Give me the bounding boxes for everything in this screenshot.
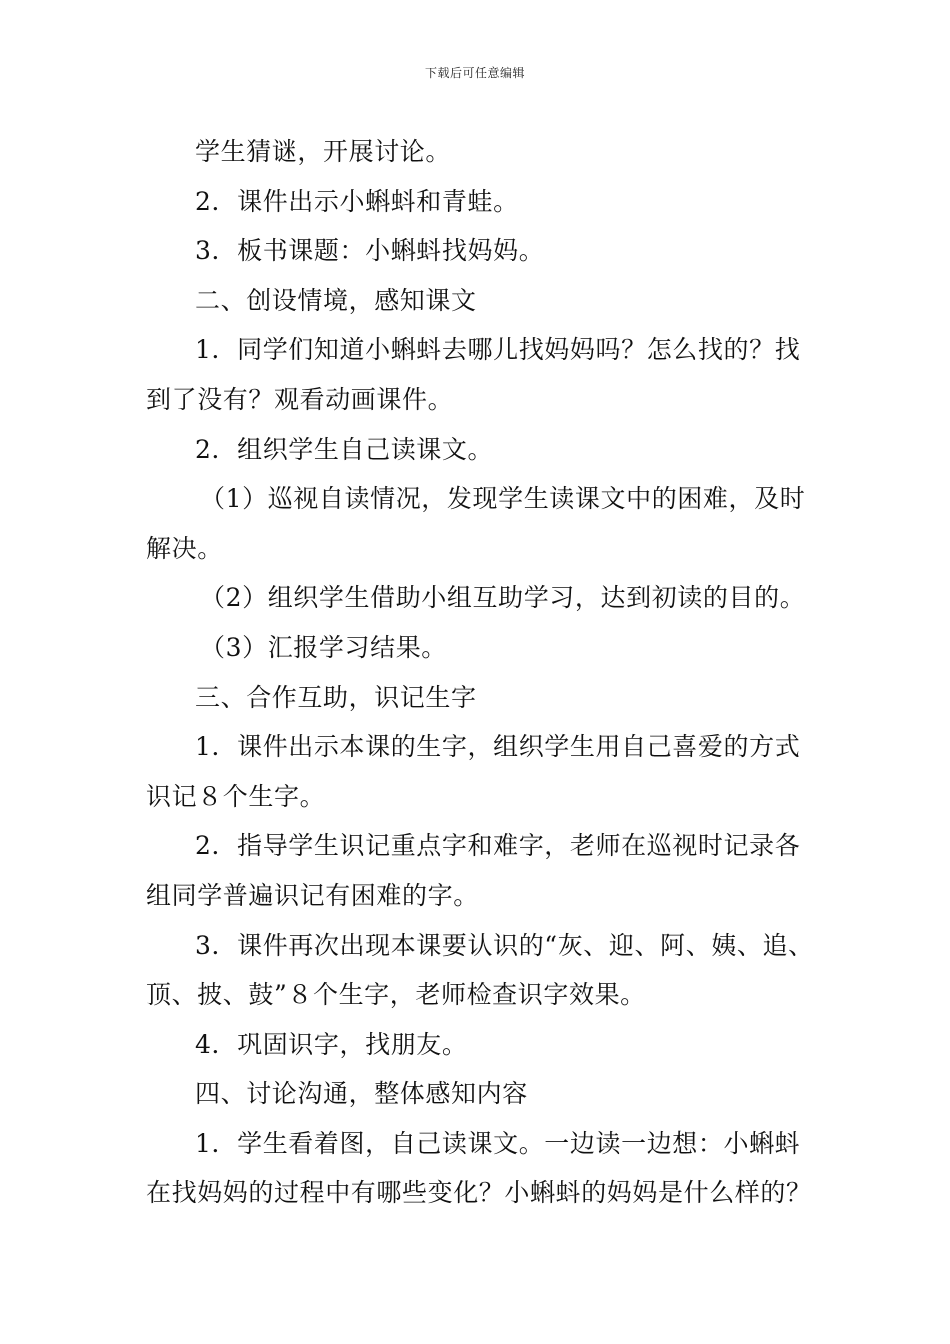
paragraph-line: 2．组织学生自己读课文。 — [195, 434, 494, 464]
paragraph-line: 1．同学们知道小蝌蚪去哪儿找妈妈吗？怎么找的？找 — [195, 335, 801, 365]
section-heading: 二、创设情境，感知课文 — [195, 285, 477, 315]
paragraph-line: 学生猜谜，开展讨论。 — [195, 137, 452, 166]
paragraph-line: 3．课件再次出现本课要认识的“灰、迎、阿、姨、追、 — [195, 930, 814, 960]
paragraph-line: 4．巩固识字，找朋友。 — [195, 1029, 468, 1059]
page-header: 下载后可任意编辑 — [424, 66, 525, 80]
paragraph-line: （1）巡视自读情况，发现学生读课文中的困难，及时 — [200, 484, 806, 514]
paragraph-line: 在找妈妈的过程中有哪些变化？小蝌蚪的妈妈是什么样的？ — [146, 1178, 812, 1208]
paragraph-line: 1．课件出示本课的生字，组织学生用自己喜爱的方式 — [195, 732, 801, 762]
paragraph-line: 2．课件出示小蝌蚪和青蛙。 — [195, 186, 519, 216]
paragraph-line: 识记８个生字。 — [146, 781, 326, 811]
paragraph-line: （3）汇报学习结果。 — [200, 632, 447, 662]
paragraph-line: 1．学生看着图，自己读课文。一边读一边想：小蝌蚪 — [195, 1128, 801, 1158]
paragraph-line: 到了没有？观看动画课件。 — [146, 384, 454, 414]
paragraph-line: 2．指导学生识记重点字和难字，老师在巡视时记录各 — [195, 831, 801, 861]
paragraph-line: 组同学普遍识记有困难的字。 — [146, 880, 479, 910]
paragraph-line: 顶、披、鼓”８个生字，老师检查识字效果。 — [146, 980, 646, 1010]
paragraph-line: 3．板书课题：小蝌蚪找妈妈。 — [195, 236, 545, 266]
paragraph-line: （2）组织学生借助小组互助学习，达到初读的目的。 — [200, 583, 806, 613]
section-heading: 三、合作互助，识记生字 — [195, 682, 477, 712]
section-heading: 四、讨论沟通，整体感知内容 — [195, 1079, 528, 1109]
paragraph-line: 解决。 — [146, 533, 223, 563]
document-body — [146, 127, 814, 1218]
